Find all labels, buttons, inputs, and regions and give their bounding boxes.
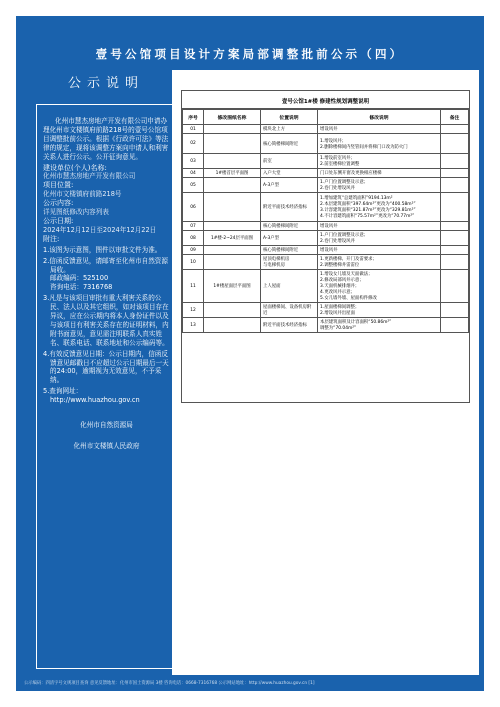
applicant-label: 建设单位(个人)名称: xyxy=(43,163,107,172)
page-title: 壹号公馆项目设计方案局部调整批前公示（四） xyxy=(95,47,405,61)
row-number: 04 xyxy=(183,169,204,178)
table-row xyxy=(183,318,469,333)
table-row xyxy=(183,246,469,255)
row-number: 02 xyxy=(183,134,204,154)
table-row xyxy=(183,169,469,178)
table-row xyxy=(183,134,469,154)
notes-list xyxy=(43,246,170,405)
drawing-name xyxy=(204,134,261,154)
change-description: 1.增设前室风井； 2.前室楼梯位置调整 xyxy=(318,154,441,169)
sidebar-body xyxy=(36,104,176,669)
content-value: 详见图纸修改内容列表 xyxy=(43,208,109,217)
postcode-line: 邮政编码：525100 xyxy=(50,274,109,283)
drawing-name: 1#楼屋面层平面图 xyxy=(204,270,261,303)
col-header: 位置说明 xyxy=(261,110,318,125)
remark-cell xyxy=(441,303,469,318)
drawing-name xyxy=(204,193,261,222)
site-label: 项目位置: xyxy=(43,181,74,190)
site-value: 化州市文楼镇府前路218号 xyxy=(43,190,122,199)
period-value: 2024年12月12日至2024年12月22日 xyxy=(43,225,157,234)
table-header-row xyxy=(183,110,469,125)
remark-cell xyxy=(441,134,469,154)
drawing-name xyxy=(204,222,261,231)
row-number: 10 xyxy=(183,255,204,270)
change-description: 1.屋面楼梯间调整； 2.增设风井出屋面 xyxy=(318,303,441,318)
row-number: 01 xyxy=(183,125,204,134)
location-cell: 屋顶电梯机房 与电梯机房 xyxy=(261,255,318,270)
remark-cell xyxy=(441,255,469,270)
notice-sidebar xyxy=(36,70,176,675)
location-cell: A-3户型 xyxy=(261,231,318,246)
location-cell: 屋面楼梯间、设备机房附近 xyxy=(261,303,318,318)
change-description: 增设风井 xyxy=(318,125,441,134)
remark-cell xyxy=(441,125,469,134)
note-item: 2.信函反馈意见，请邮寄至化州市自然资源局收。 xyxy=(43,256,168,274)
row-number: 07 xyxy=(183,222,204,231)
table-row xyxy=(183,303,469,318)
remark-cell xyxy=(441,178,469,193)
note-item: 5.查询网址： xyxy=(43,387,83,396)
note-item: 4.有效反馈意见日期：公示日期内，信函反馈意见邮戳日不应超过公示日期最后一天的24:00，逾期视为无效意见，不予采纳。 xyxy=(43,349,169,385)
location-cell: 核心筒楼梯间附近 xyxy=(261,246,318,255)
col-header: 备注 xyxy=(441,110,469,125)
col-header: 修改图纸名称 xyxy=(204,110,261,125)
remark-cell xyxy=(441,193,469,222)
notice-board xyxy=(16,16,484,691)
col-header: 修改说明 xyxy=(318,110,441,125)
query-website-link[interactable]: http://www.huazhou.gov.cn xyxy=(50,396,140,405)
row-number: 12 xyxy=(183,303,204,318)
change-description: 1.户门位置调整及示意； 2.卷门处增设风井 xyxy=(318,231,441,246)
remark-cell xyxy=(441,231,469,246)
remark-cell xyxy=(441,222,469,231)
drawing-name xyxy=(204,125,261,134)
remark-cell xyxy=(441,270,469,303)
change-description: 1.更新楼梯、开门及雷要求； 2.调整楼梯井雷雷位 xyxy=(318,255,441,270)
location-cell: 核心筒楼梯间附近 xyxy=(261,222,318,231)
table-row xyxy=(183,125,469,134)
drawing-panel xyxy=(172,70,479,675)
location-cell: 附近平面技术经济指标 xyxy=(261,318,318,333)
drawing-name xyxy=(204,255,261,270)
location-cell: 模块北上方 xyxy=(261,125,318,134)
sidebar-heading: 公示说明 xyxy=(67,76,144,91)
note-item: 3.凡是与该项目审批有重大利害关系的公民、法人以及其它组织，如对该项目存在异议，应在公示期内将本人身份证件以及与该项目有利害关系存在的证明材料，内附书面意见，意见需注明联系人真实姓名、联系电话、联系地址和公示编码等。 xyxy=(43,294,169,347)
table-row xyxy=(183,178,469,193)
remark-cell xyxy=(441,169,469,178)
phone-line: 咨询电话：7316768 xyxy=(50,283,113,292)
change-table xyxy=(182,109,469,333)
table-row xyxy=(183,255,469,270)
period-label: 公示日期: xyxy=(43,216,74,225)
remark-cell xyxy=(441,154,469,169)
applicant-value: 化州市慧杰房地产开发有限公司 xyxy=(43,172,136,181)
drawing-name xyxy=(204,303,261,318)
col-header: 序号 xyxy=(183,110,204,125)
issuer-2: 化州市文楼镇人民政府 xyxy=(73,442,140,450)
change-description: 本层建筑面积及计容面积“50.86m²” 调整为“70.04m²” xyxy=(318,318,441,333)
change-description: 1.增加建筑“总建筑面积”9194.13m² 2.本层建筑面积“397.64m²”更改为“400.58m²” 3.计容建筑面积“321.87m²”更改为“329.81m²” 4.不计容建筑面积“75.57m²”更改为“70.77m²” xyxy=(318,193,441,222)
location-cell: 入户大堂 xyxy=(261,169,318,178)
location-cell: 上人屋面 xyxy=(261,270,318,303)
notes-label: 附注: xyxy=(43,234,60,243)
change-description: 1.增设女儿墙及天面做法； 2.修改局部风井示意； 3.天面机械排烟井； 4.更改风井示意； 5.女儿墙外墙、屋面构件修改 xyxy=(318,270,441,303)
change-description: 增设风井 xyxy=(318,222,441,231)
content-label: 公示内容: xyxy=(43,199,74,208)
drawing-name: 1#楼-2~24层平面图 xyxy=(204,231,261,246)
location-cell: A-3户型 xyxy=(261,178,318,193)
drawing-name xyxy=(204,318,261,333)
row-number: 06 xyxy=(183,193,204,222)
row-number: 08 xyxy=(183,231,204,246)
note-item: 1.该图为示意图，图件以审批文件为准。 xyxy=(43,245,162,254)
issuer-1: 化州市自然资源局 xyxy=(80,421,133,430)
row-number: 09 xyxy=(183,246,204,255)
location-cell: 附近平面技术经济指标 xyxy=(261,193,318,222)
footer-bar: 公示编码：四清字号文规项目查询 意见反馈地址：化州市国土资源局 3楼 咨询电话：0668-7316768 公示网站地址：http://www.huazhou.gov.cn [1] xyxy=(24,681,315,686)
row-number: 11 xyxy=(183,270,204,303)
change-table-panel xyxy=(181,90,470,403)
table-row xyxy=(183,270,469,303)
drawing-name xyxy=(204,246,261,255)
drawing-name: 1#楼首层平面图 xyxy=(204,169,261,178)
drawing-name xyxy=(204,154,261,169)
change-description: 增设风井 xyxy=(318,246,441,255)
row-number: 03 xyxy=(183,154,204,169)
table-title: 壹号公馆1#楼 修建性规划调整说明 xyxy=(182,91,469,109)
intro-text: 化州市慧杰房地产开发有限公司申请办理化州市文楼镇府前路218号的壹号公馆项目调整批前公示。根据《行政许可法》等法律的规定，现将该调整方案向申请人和利害关系人进行公示。公开征询意见。 xyxy=(43,117,169,161)
row-number: 13 xyxy=(183,318,204,333)
table-row xyxy=(183,222,469,231)
change-description: 1.户门位置调整及示意； 2.卷门处增设风井 xyxy=(318,178,441,193)
signature-block xyxy=(43,421,170,451)
table-body xyxy=(183,125,469,333)
drawing-name xyxy=(204,178,261,193)
location-cell: 核心筒楼梯间附近 xyxy=(261,134,318,154)
remark-cell xyxy=(441,246,469,255)
row-number: 05 xyxy=(183,178,204,193)
location-cell: 前室 xyxy=(261,154,318,169)
change-description: 门口处东侧开窗及更换相应楼梯 xyxy=(318,169,441,178)
change-description: 1.增设风井； 2.删除楼梯间内竖管间并将梯门口改为防火门 xyxy=(318,134,441,154)
table-row xyxy=(183,193,469,222)
remark-cell xyxy=(441,318,469,333)
table-row xyxy=(183,154,469,169)
table-row xyxy=(183,231,469,246)
